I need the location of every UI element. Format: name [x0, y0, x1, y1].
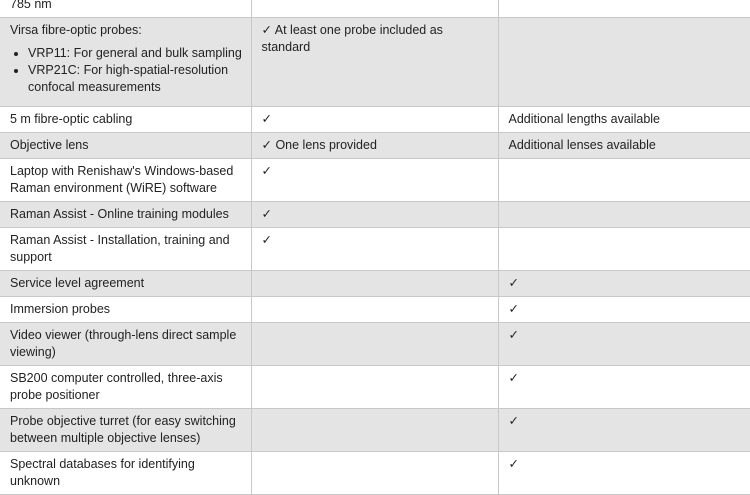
probe-list [10, 45, 243, 96]
standard-cell [251, 297, 498, 323]
list-item: • VRP21C: For high-spatial-resolution confocal measurements [28, 62, 243, 96]
standard-cell [251, 366, 498, 409]
optional-cell [498, 0, 750, 18]
feature-cell: Video viewer (through-lens direct sample viewing) [0, 323, 251, 366]
standard-cell [251, 323, 498, 366]
table-row [0, 323, 750, 366]
optional-cell: ✓ [498, 271, 750, 297]
optional-cell: ✓ [498, 452, 750, 495]
feature-cell: 5 m fibre-optic cabling [0, 107, 251, 133]
table-row [0, 159, 750, 202]
optional-cell [498, 159, 750, 202]
feature-cell: Raman Assist - Installation, training and support [0, 228, 251, 271]
feature-cell: 785 nm [0, 0, 251, 18]
table-row [0, 409, 750, 452]
optional-cell: ✓ [498, 297, 750, 323]
table-row [0, 107, 750, 133]
table-row [0, 228, 750, 271]
table-row [0, 452, 750, 495]
feature-cell: SB200 computer controlled, three-axis probe positioner [0, 366, 251, 409]
feature-cell: Service level agreement [0, 271, 251, 297]
optional-cell [498, 202, 750, 228]
table-row [0, 297, 750, 323]
optional-cell [498, 18, 750, 107]
optional-cell: ✓ [498, 323, 750, 366]
optional-cell: Additional lengths available [498, 107, 750, 133]
list-item: • VRP11: For general and bulk sampling [28, 45, 243, 62]
feature-cell [0, 18, 251, 107]
standard-cell: ✓ One lens provided [251, 133, 498, 159]
standard-cell [251, 0, 498, 18]
feature-cell: Laptop with Renishaw's Windows-based Raman environment (WiRE) software [0, 159, 251, 202]
standard-cell [251, 409, 498, 452]
table-row [0, 133, 750, 159]
feature-cell: Objective lens [0, 133, 251, 159]
optional-cell: ✓ [498, 409, 750, 452]
optional-cell: Additional lenses available [498, 133, 750, 159]
standard-cell: ✓ [251, 159, 498, 202]
standard-cell: ✓ [251, 228, 498, 271]
standard-cell: ✓ At least one probe included as standard [251, 18, 498, 107]
standard-cell [251, 271, 498, 297]
feature-cell: Raman Assist - Online training modules [0, 202, 251, 228]
table-row [0, 18, 750, 107]
optional-cell [498, 228, 750, 271]
standard-cell: ✓ [251, 202, 498, 228]
table-row [0, 0, 750, 18]
feature-heading: Virsa fibre-optic probes: [10, 23, 142, 37]
feature-cell: Probe objective turret (for easy switching between multiple objective lenses) [0, 409, 251, 452]
standard-cell: ✓ [251, 107, 498, 133]
table-row [0, 271, 750, 297]
standard-cell [251, 452, 498, 495]
optional-cell: ✓ [498, 366, 750, 409]
table-row [0, 366, 750, 409]
feature-cell: Spectral databases for identifying unknown [0, 452, 251, 495]
feature-cell: Immersion probes [0, 297, 251, 323]
table-row [0, 202, 750, 228]
